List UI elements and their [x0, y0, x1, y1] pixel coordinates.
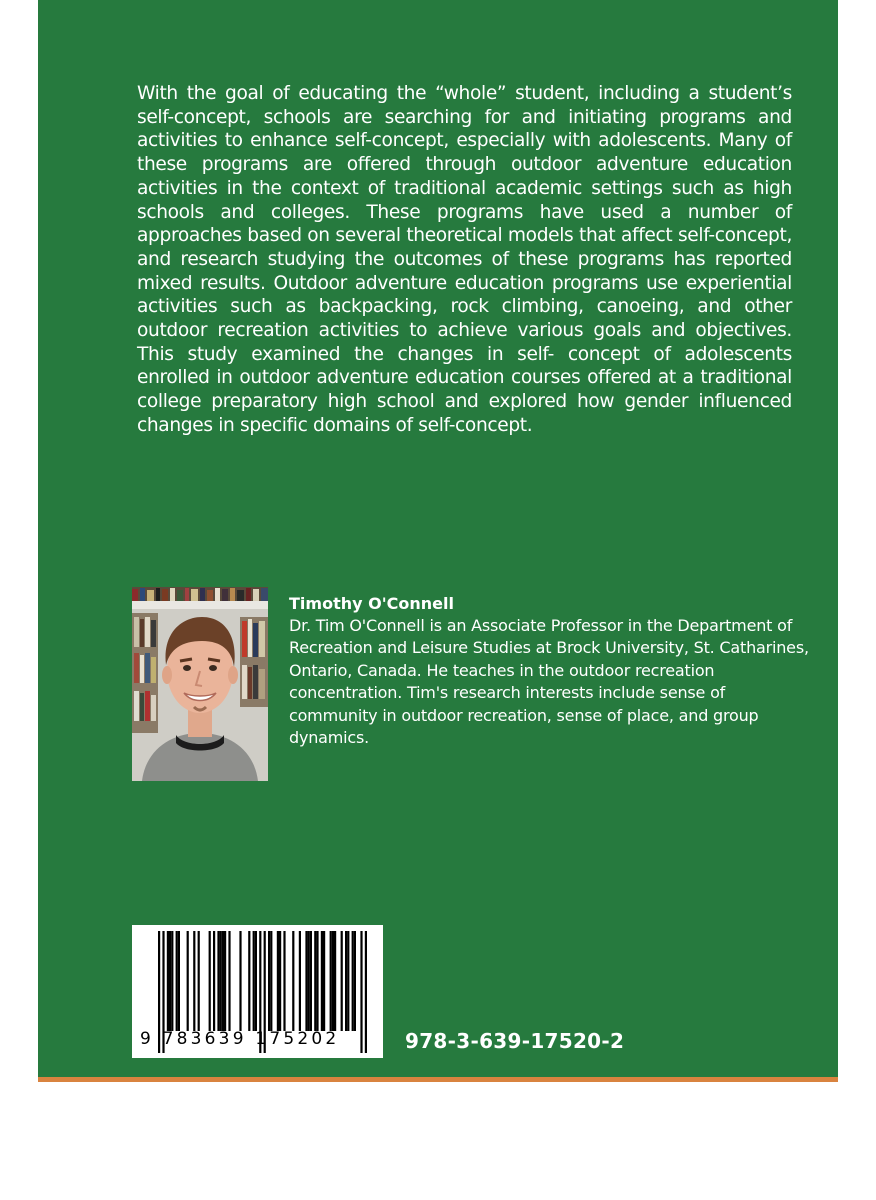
- barcode-bar: [354, 931, 356, 1031]
- barcode-bar: [334, 931, 336, 1031]
- barcode-bar: [330, 931, 332, 1031]
- barcode-bar: [176, 931, 178, 1031]
- barcode-bar: [178, 931, 180, 1031]
- barcode-bar: [167, 931, 169, 1031]
- barcode-bar: [217, 931, 219, 1031]
- author-bio: Dr. Tim O'Connell is an Associate Professor in the Department of Recreation and Leisure Studies at Brock University, St. Catharines, Ontario, Canada. He teaches in the outdoor recreation concentration. Tim's research interests include sense of community in outdoor recreation, sense of place, and group dynamics.: [289, 616, 809, 748]
- barcode-bar: [268, 931, 270, 1031]
- isbn-number: 978-3-639-17520-2: [405, 1029, 625, 1053]
- barcode-bar: [270, 931, 272, 1031]
- barcode-bar: [248, 931, 250, 1031]
- barcode-bar: [332, 931, 334, 1031]
- barcode-bar: [224, 931, 226, 1031]
- barcode-bar: [310, 931, 312, 1031]
- isbn-barcode: [132, 925, 383, 1058]
- barcode-bar: [222, 931, 224, 1031]
- barcode-bar: [277, 931, 279, 1031]
- barcode-bar: [299, 931, 301, 1031]
- barcode-bar: [347, 931, 349, 1031]
- barcode-bar: [321, 931, 323, 1031]
- barcode-bar: [345, 931, 347, 1031]
- author-name: Timothy O'Connell: [289, 594, 454, 613]
- barcode-bar: [198, 931, 200, 1031]
- barcode-bar: [169, 931, 171, 1031]
- barcode-bar: [193, 931, 195, 1031]
- barcode-bar: [341, 931, 343, 1031]
- barcode-bar: [228, 931, 230, 1031]
- barcode-digits: 9 783639 175202: [140, 1029, 340, 1049]
- barcode-bar: [292, 931, 294, 1031]
- book-description: With the goal of educating the “whole” student, including a student’s self-concept, schools are searching for and initiating programs and activities to enhance self-concept, especially with adolescents. Many of these programs are offered through outdoor adventure education activities in the context of traditional academic settings such as high schools and colleges. These programs have used a number of approaches based on several theoretical models that affect self-concept, and research studying the outcomes of these programs has reported mixed results. Outdoor adventure education programs use experiential activities such as backpacking, rock climbing, canoeing, and other outdoor recreation activities to achieve various goals and objectives. This study examined the changes in self- concept of adolescents enrolled in outdoor adventure education courses offered at a traditional college preparatory high school and explored how gender influenced changes in specific domains of self-concept.: [137, 83, 792, 436]
- barcode-bar: [255, 931, 257, 1031]
- barcode-bar: [209, 931, 211, 1031]
- bottom-stripe: [38, 1077, 838, 1082]
- barcode-bar: [187, 931, 189, 1031]
- barcode-bar: [171, 931, 173, 1031]
- barcode-bar: [279, 931, 281, 1031]
- barcode-bar: [308, 931, 310, 1031]
- author-photo: [132, 587, 268, 781]
- barcode-bar: [283, 931, 285, 1031]
- barcode-bar: [239, 931, 241, 1031]
- barcode-bar: [314, 931, 316, 1031]
- barcode-bar: [213, 931, 215, 1031]
- barcode-bar: [323, 931, 325, 1031]
- barcode-bar: [305, 931, 307, 1031]
- barcode-bar: [352, 931, 354, 1031]
- barcode-bar: [253, 931, 255, 1031]
- barcode-bar: [220, 931, 222, 1031]
- barcode-bar: [316, 931, 318, 1031]
